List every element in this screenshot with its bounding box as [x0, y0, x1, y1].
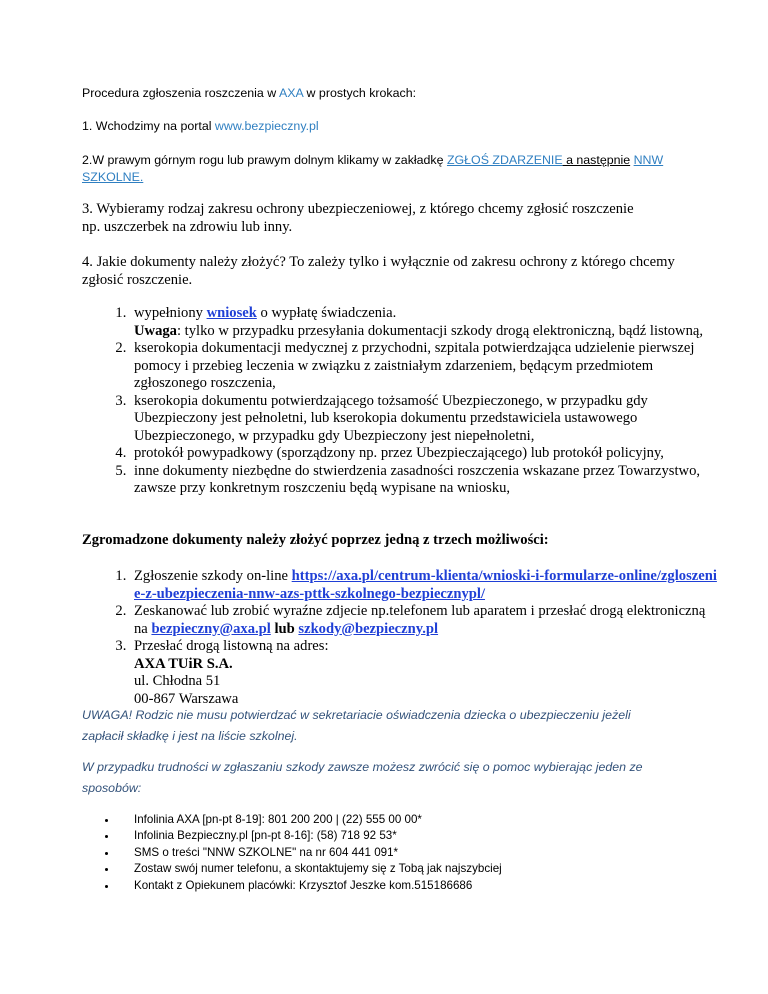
intro-heading-text-end: w prostych krokach:: [303, 86, 417, 100]
list-item: [130, 463, 720, 498]
portal-link[interactable]: www.bezpieczny.pl: [214, 119, 319, 133]
list-item: [118, 861, 738, 877]
list-item: [118, 812, 738, 828]
step-1-text: 1. Wchodzimy na portal: [82, 119, 215, 133]
contact-sms: SMS o treści "NNW SZKOLNE" na nr 604 441 091*: [134, 845, 399, 859]
help-note-text: W przypadku trudności w zgłaszaniu szkody zawsze możesz zwrócić się o pomoc wybierając jeden ze sposobów:: [82, 760, 643, 795]
step-2-text: 2.W prawym górnym rogu lub prawym dolnym klikamy w zakładkę: [82, 153, 447, 167]
contacts-list: [82, 812, 738, 894]
item-text: inne dokumenty niezbędne do stwierdzenia zasadności roszczenia wskazane przez Towarzystwo, zawsze przy konkretnym roszczeniu będą wypisane na wniosku,: [134, 462, 701, 496]
step-3: [82, 201, 642, 236]
email-link-axa[interactable]: bezpieczny@axa.pl: [151, 620, 271, 637]
item-text: Przesłać drogą listowną na adres:: [134, 638, 329, 654]
intro-heading-text: Procedura zgłoszenia roszczenia w: [82, 86, 279, 100]
contact-bezpieczny-hotline: Infolinia Bezpieczny.pl [pn-pt 8-16]: (58) 718 92 53*: [134, 829, 397, 843]
warning-note-text: UWAGA! Rodzic nie musu potwierdzać w sekretariacie oświadczenia dziecka o ubezpieczeniu jeżeli zapłacił składkę i jest na liście szkolnej.: [82, 708, 631, 743]
step-2-text-middle: a następnie: [562, 153, 631, 167]
submission-options-list: [82, 568, 720, 708]
note-text: : tylko w przypadku przesyłania dokumentacji szkody drogą elektroniczną, bądź listowną,: [176, 322, 704, 339]
list-item: [118, 845, 738, 861]
item-text: kserokopia dokumentu potwierdzającego tożsamość Ubezpieczonego, w przypadku gdy Ubezpieczony jest pełnoletni, lub kserokopia dokumentu przedstawiciela ustawowego Ubezpieczonego, w przypadku gdy Ubezpieczony jest niepełnoletni,: [134, 392, 648, 444]
contact-axa-hotline: Infolinia AXA [pn-pt 8-19]: 801 200 200 | (22) 555 00 00*: [134, 813, 422, 826]
list-item: [118, 828, 738, 844]
item-text: kserokopia dokumentacji medycznej z przychodni, szpitala potwierdzająca udzielenie pierwszej pomocy i przebieg leczenia w związku z zaistniałym zdarzeniem, będącym przedmiotem zgłoszonego roszczenia,: [134, 340, 695, 391]
step-3-text: 3. Wybieramy rodzaj zakresu ochrony ubezpieczeniowej, z którego chcemy zgłosić roszczenie np. uszczerbek na zdrowiu lub inny.: [82, 201, 634, 235]
intro-heading: [82, 85, 694, 102]
list-item: [130, 638, 720, 708]
list-item: [130, 305, 720, 340]
contact-callback: Zostaw swój numer telefonu, a skontaktujemy się z Tobą jak najszybciej: [134, 862, 502, 876]
address-city: 00-867 Warszawa: [134, 690, 239, 707]
item-text: protokół powypadkowy (sporządzony np. przez Ubezpieczającego) lub protokół policyjny,: [134, 445, 664, 461]
submission-heading: [82, 532, 702, 550]
item-text: Zeskanować lub zrobić wyraźne zdjecie np.telefonem lub aparatem i przesłać drogą elektroniczną na: [134, 603, 706, 637]
address-street: ul. Chłodna 51: [134, 673, 221, 689]
email-link-bezpieczny[interactable]: szkody@bezpieczny.pl: [298, 620, 439, 637]
note-label: Uwaga: [134, 322, 177, 339]
help-note: [82, 757, 672, 799]
list-item: [118, 878, 738, 894]
list-item: [130, 393, 720, 446]
warning-note: [82, 705, 672, 747]
online-claim-link[interactable]: https://axa.pl/centrum-klienta/wnioski-i-formularze-online/zgloszenie-z-ubezpieczenia-nnw-azs-pttk-szkolnego-bezpiecznypl/: [134, 568, 717, 602]
documents-list: [82, 305, 720, 498]
item-text: wypełniony: [134, 305, 207, 321]
item-text: lub: [270, 620, 299, 637]
step-1: [82, 118, 694, 135]
list-item: [130, 603, 720, 638]
report-event-link[interactable]: ZGŁOŚ ZDARZENIE: [446, 153, 563, 167]
list-item: [130, 568, 720, 603]
submission-heading-text: Zgromadzone dokumenty należy złożyć poprzez jedną z trzech możliwości:: [82, 532, 549, 548]
contact-caretaker: Kontakt z Opiekunem placówki: Krzysztof Jeszke kom.515186686: [134, 878, 473, 892]
brand-axa: AXA: [278, 86, 304, 100]
step-2: [82, 152, 682, 186]
item-text: o wypłatę świadczenia.: [256, 305, 397, 321]
step-4: [82, 254, 682, 289]
list-item: [130, 340, 720, 393]
nnw-school-link[interactable]: NNW SZKOLNE.: [82, 153, 664, 184]
list-item: [130, 445, 720, 463]
item-text: Zgłoszenie szkody on-line: [134, 568, 292, 584]
application-form-link[interactable]: wniosek: [206, 305, 257, 321]
step-4-text: 4. Jakie dokumenty należy złożyć? To zależy tylko i wyłącznie od zakresu ochrony z którego chcemy zgłosić roszczenie.: [82, 254, 675, 288]
address-company: AXA TUiR S.A.: [134, 655, 233, 672]
